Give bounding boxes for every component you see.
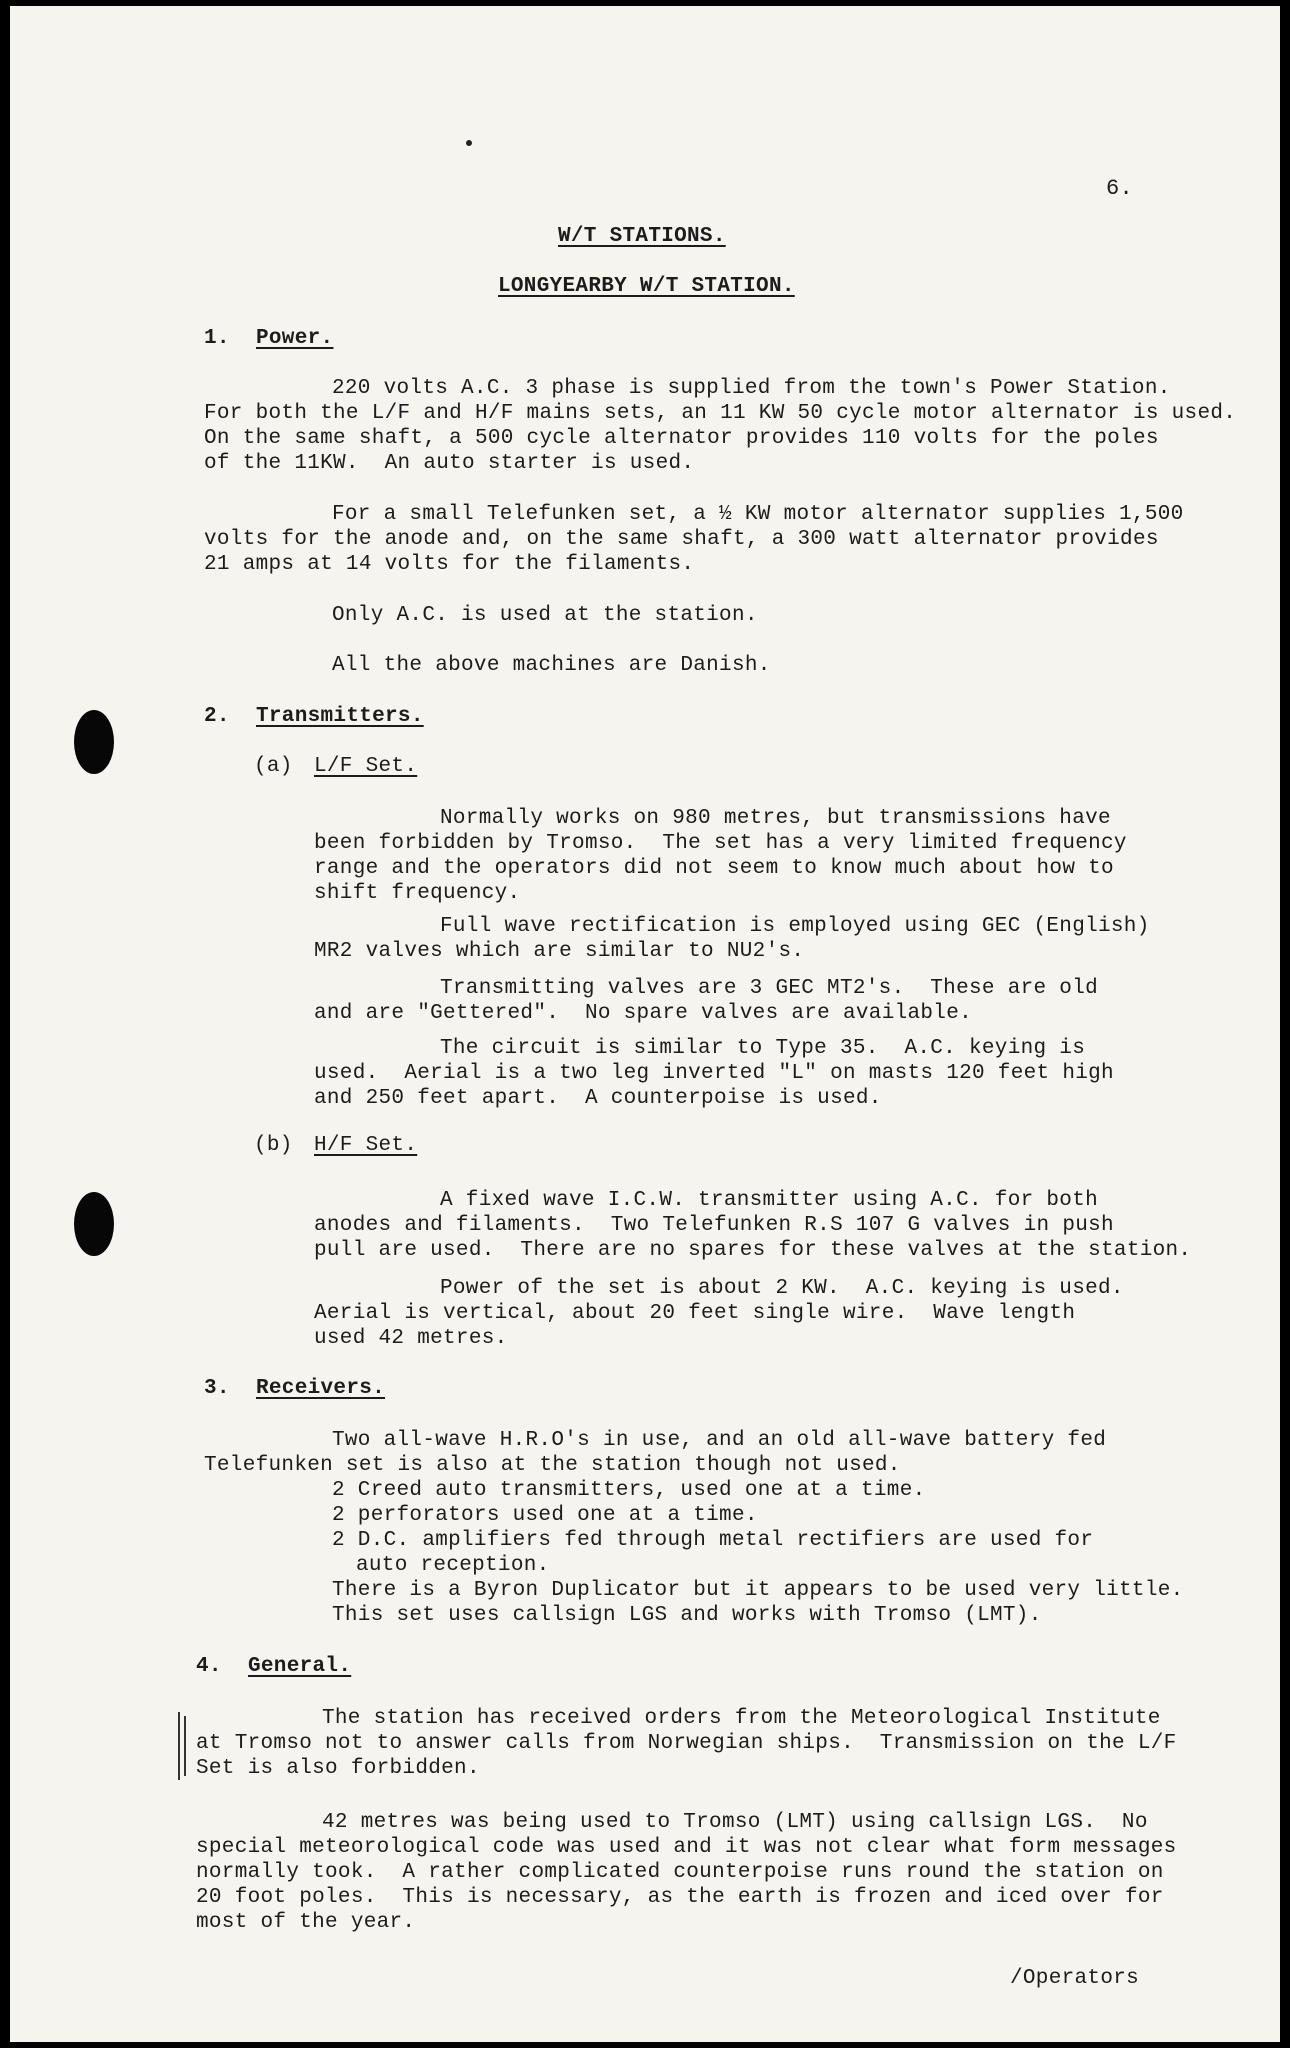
- general-text: 42 metres was being used to Tromso (LMT) using callsign LGS. No: [322, 1811, 1148, 1834]
- lf-text: used. Aerial is a two leg inverted "L" on masts 120 feet high: [314, 1062, 1114, 1085]
- ink-dot: [466, 140, 472, 146]
- margin-mark: [184, 1716, 186, 1776]
- power-text: On the same shaft, a 500 cycle alternator provides 110 volts for the poles: [204, 427, 1159, 450]
- receivers-text: 2 D.C. amplifiers fed through metal rectifiers are used for: [332, 1529, 1094, 1552]
- general-text: at Tromso not to answer calls from Norwegian ships. Transmission on the L/F: [196, 1732, 1177, 1755]
- document-title: W/T STATIONS.: [558, 225, 726, 248]
- power-text: of the 11KW. An auto starter is used.: [204, 452, 695, 475]
- lf-text: and are "Gettered". No spare valves are available.: [314, 1002, 973, 1025]
- section-heading-general: General.: [248, 1655, 352, 1678]
- general-text: 20 foot poles. This is necessary, as the earth is frozen and iced over for: [196, 1886, 1164, 1909]
- hf-text: A fixed wave I.C.W. transmitter using A.C. for both: [440, 1189, 1099, 1212]
- subsection-label-hf: (b): [254, 1134, 293, 1157]
- lf-text: shift frequency.: [314, 882, 521, 905]
- hf-text: pull are used. There are no spares for these valves at the station.: [314, 1239, 1192, 1262]
- lf-text: range and the operators did not seem to know much about how to: [314, 857, 1114, 880]
- receivers-text: Two all-wave H.R.O's in use, and an old all-wave battery fed: [332, 1429, 1107, 1452]
- punch-hole-top: [74, 710, 114, 774]
- hf-text: Power of the set is about 2 KW. A.C. keying is used.: [440, 1277, 1124, 1300]
- power-text: volts for the anode and, on the same shaft, a 300 watt alternator provides: [204, 528, 1159, 551]
- receivers-text: 2 Creed auto transmitters, used one at a time.: [332, 1479, 926, 1502]
- general-text: normally took. A rather complicated counterpoise runs round the station on: [196, 1861, 1164, 1884]
- receivers-text: There is a Byron Duplicator but it appears to be used very little.: [332, 1579, 1184, 1602]
- subsection-heading-lf: L/F Set.: [314, 755, 418, 778]
- section-number-power: 1.: [204, 327, 230, 350]
- page-number: 6.: [1106, 176, 1134, 201]
- lf-text: Normally works on 980 metres, but transmissions have: [440, 807, 1111, 830]
- power-text: 220 volts A.C. 3 phase is supplied from the town's Power Station.: [332, 377, 1171, 400]
- subsection-label-lf: (a): [254, 755, 293, 778]
- power-text: All the above machines are Danish.: [332, 654, 771, 677]
- general-text: most of the year.: [196, 1911, 416, 1934]
- section-heading-transmitters: Transmitters.: [256, 705, 424, 728]
- lf-text: MR2 valves which are similar to NU2's.: [314, 940, 805, 963]
- receivers-text: Telefunken set is also at the station though not used.: [204, 1454, 901, 1477]
- lf-text: Full wave rectification is employed using GEC (English): [440, 915, 1150, 938]
- document-subtitle: LONGYEARBY W/T STATION.: [498, 275, 795, 298]
- power-text: 21 amps at 14 volts for the filaments.: [204, 553, 695, 576]
- subsection-heading-hf: H/F Set.: [314, 1134, 418, 1157]
- lf-text: The circuit is similar to Type 35. A.C. keying is: [440, 1037, 1086, 1060]
- punch-hole-bottom: [74, 1192, 114, 1256]
- catchword: /Operators: [1010, 1967, 1140, 1990]
- margin-mark: [178, 1712, 180, 1780]
- receivers-text: This set uses callsign LGS and works with Tromso (LMT).: [332, 1604, 1042, 1627]
- section-number-general: 4.: [196, 1655, 222, 1678]
- power-text: For both the L/F and H/F mains sets, an 11 KW 50 cycle motor alternator is used.: [204, 402, 1237, 425]
- receivers-text: 2 perforators used one at a time.: [332, 1504, 758, 1527]
- section-heading-receivers: Receivers.: [256, 1377, 386, 1400]
- power-text: Only A.C. is used at the station.: [332, 604, 758, 627]
- lf-text: been forbidden by Tromso. The set has a very limited frequency: [314, 832, 1127, 855]
- power-text: For a small Telefunken set, a ½ KW motor alternator supplies 1,500: [332, 503, 1184, 526]
- section-number-transmitters: 2.: [204, 705, 230, 728]
- document-page: [10, 6, 1280, 2042]
- section-number-receivers: 3.: [204, 1377, 230, 1400]
- hf-text: used 42 metres.: [314, 1327, 508, 1350]
- lf-text: Transmitting valves are 3 GEC MT2's. These are old: [440, 977, 1099, 1000]
- lf-text: and 250 feet apart. A counterpoise is used.: [314, 1087, 882, 1110]
- general-text: The station has received orders from the Meteorological Institute: [322, 1707, 1161, 1730]
- hf-text: anodes and filaments. Two Telefunken R.S 107 G valves in push: [314, 1214, 1114, 1237]
- general-text: special meteorological code was used and it was not clear what form messages: [196, 1836, 1177, 1859]
- hf-text: Aerial is vertical, about 20 feet single wire. Wave length: [314, 1302, 1076, 1325]
- general-text: Set is also forbidden.: [196, 1757, 480, 1780]
- receivers-text: auto reception.: [356, 1554, 550, 1577]
- section-heading-power: Power.: [256, 327, 334, 350]
